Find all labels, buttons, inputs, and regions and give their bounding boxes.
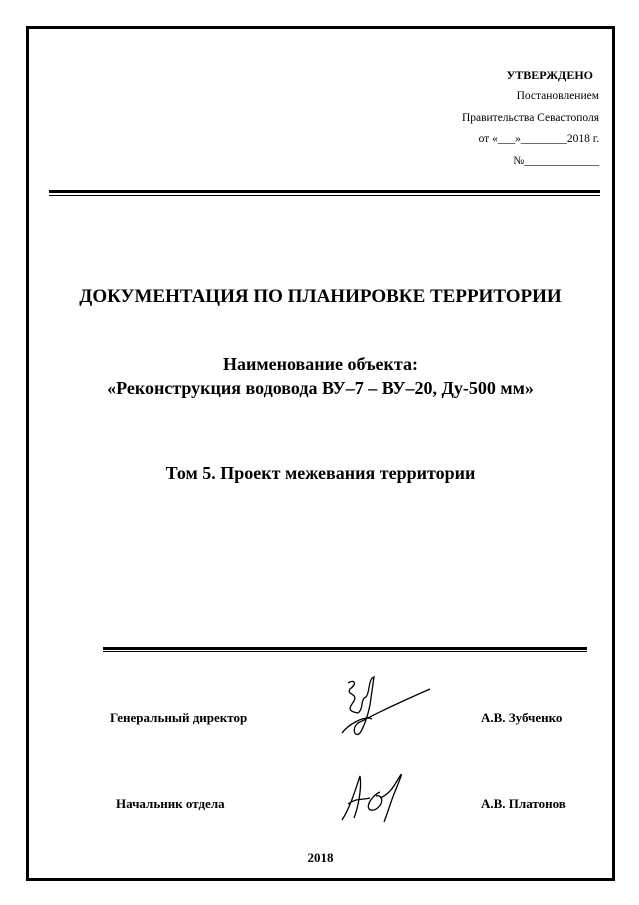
signer-1-position: Генеральный директор — [110, 710, 248, 725]
volume-title: Том 5. Проект межевания территории — [165, 463, 476, 483]
approval-line-4: №_____________ — [513, 155, 599, 167]
signer-2-name: А.В. Платонов — [481, 796, 566, 811]
signature-divider — [103, 647, 587, 652]
document-title: ДОКУМЕНТАЦИЯ ПО ПЛАНИРОВКЕ ТЕРРИТОРИИ — [79, 286, 562, 307]
header-divider — [49, 190, 600, 196]
object-label: Наименование объекта: — [223, 354, 418, 374]
object-name: «Реконструкция водовода ВУ–7 – ВУ–20, Ду-500 мм» — [107, 378, 534, 398]
signer-1-name: А.В. Зубченко — [481, 710, 563, 725]
document-year: 2018 — [307, 850, 334, 865]
signature-1 — [340, 675, 440, 755]
approval-title: УТВЕРЖДЕНО — [506, 68, 593, 82]
approval-line-3: от «___»________2018 г. — [478, 133, 599, 145]
signature-2 — [340, 768, 440, 828]
approval-line-1: Постановлением — [516, 90, 599, 102]
approval-line-2: Правительства Севастополя — [461, 112, 599, 124]
signer-2-position: Начальник отдела — [116, 796, 225, 811]
